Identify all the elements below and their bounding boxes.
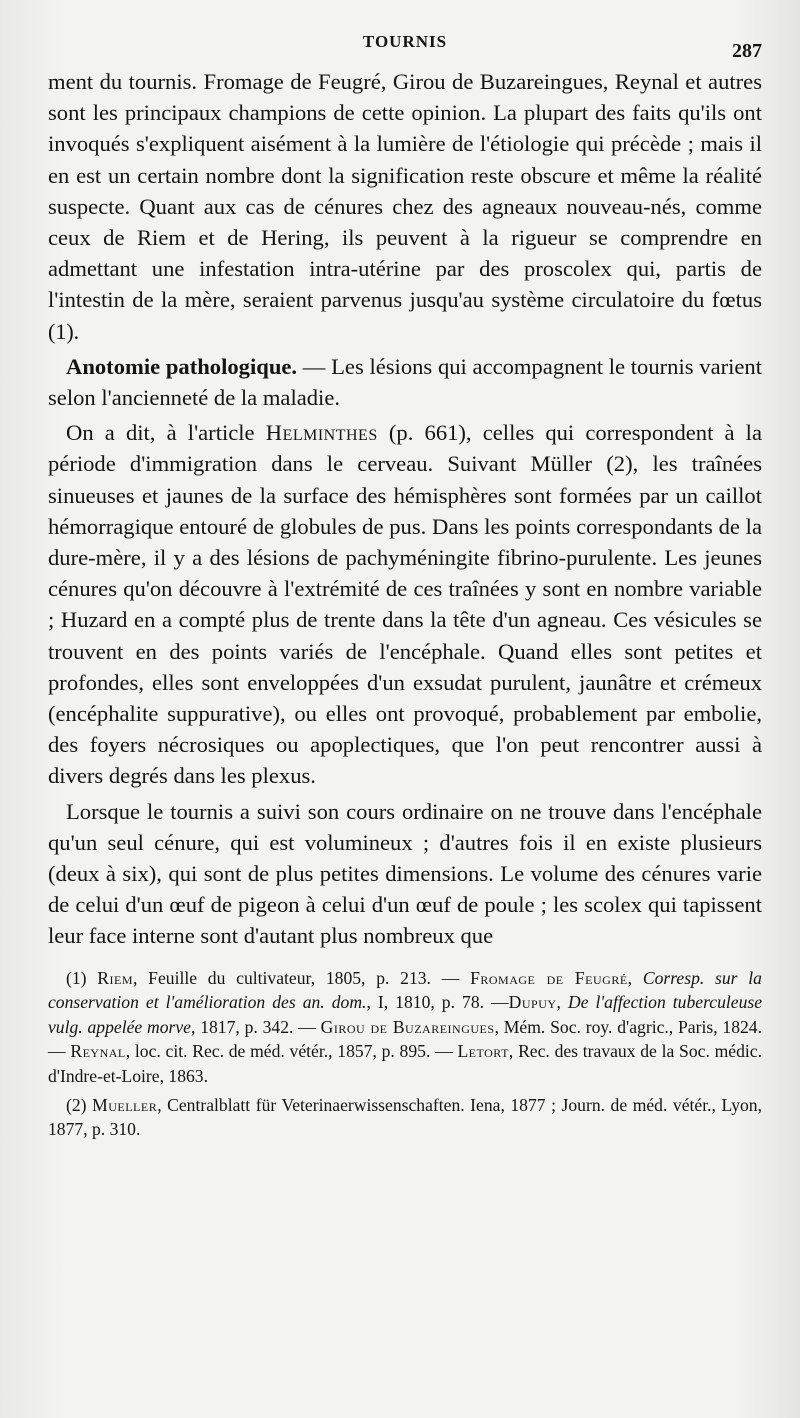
author-name: Reynal: [70, 1041, 126, 1062]
paragraph-anatomie: [48, 351, 762, 413]
footnote-text: , Rec. des travaux de la Soc. médic. d'Indre-et-Loire, 1863.: [48, 1041, 762, 1087]
body-text: [48, 66, 762, 952]
footnote-mark: (2): [66, 1094, 93, 1115]
paragraph-text: — Les lésions qui accompagnent le tournis varient selon l'ancienneté de la maladie.: [48, 353, 762, 411]
author-name: Girou de Buzareingues: [320, 1016, 495, 1037]
running-head: TOURNIS: [362, 32, 448, 51]
author-name: Riem: [97, 967, 134, 988]
author-name: Dupuy: [508, 992, 557, 1013]
footnote-text: , Feuille du cultivateur, 1805, p. 213. —: [133, 967, 471, 988]
footnote-ref-1: (1).: [48, 318, 80, 344]
page-number: 287: [732, 40, 762, 62]
footnote-text: , loc. cit. Rec. de méd. vétér., 1857, p. 895. —: [125, 1041, 458, 1062]
paragraph-lesions: [48, 417, 762, 791]
paragraph-text: ment du tournis. Fromage de Feugré, Girou de Buzareingues, Reynal et autres sont les principaux champions de cette opinion. La plupart des faits qu'ils ont invoqués s'expliquent aisément à la lumière de l'étiologie qui précède ; mais il en est un certain nombre dont la signification reste obscure et même la réalité suspecte. Quant aux cas de cénures chez des agneaux nouveau-nés, comme ceux de Riem et de Hering, ils peuvent à la rigueur se comprendre en admettant une infestation intra-utérine par des proscolex qui, partis de l'intestin de la mère, seraient parvenus jusqu'au système circulatoire du fœtus: [48, 69, 762, 313]
footnote-text: , 1817, p. 342. —: [191, 1016, 321, 1037]
footnote-text: ,: [627, 967, 643, 988]
footnotes: [48, 966, 762, 1142]
paragraph-continuation: [48, 66, 762, 347]
footnote-text: , I, 1810, p. 78. —: [366, 992, 509, 1013]
author-name: Mueller: [92, 1094, 158, 1115]
author-name: Letort: [457, 1041, 509, 1062]
page-header: [48, 32, 762, 66]
footnote-text: , Centralblatt für Veterinaerwissenschaften. Iena, 1877 ; Journ. de méd. vétér., Lyon, 1877, p. 310.: [48, 1094, 763, 1140]
footnote-1: [48, 966, 762, 1089]
paragraph-text: Lorsque le tournis a suivi son cours ordinaire on ne trouve dans l'encéphale qu'un seul cénure, qui est volumineux ; d'autres fois il en existe plusieurs (deux à six), qui sont de plus petites dimensions. Le volume des cénures varie de celui d'un œuf de pigeon à celui d'un œuf de poule ; les scolex qui tapissent leur face interne sont d'autant plus nombreux que: [48, 798, 762, 949]
paragraph-text: (p. 661), celles qui correspondent à la période d'immigration dans le cerveau. Suivant Müller (2), les traînées sinueuses et jaunes de la surface des hémisphères sont formées par un caillot hémorragique entouré de globules de pus. Dans les points correspondants de la dure-mère, il y a des lésions de pachyméningite fibrino-purulente. Les jeunes cénures qu'on découvre à l'extrémité de ces traînées y sont en nombre variable ; Huzard en a compté plus de trente dans la tête d'un agneau. Ces vésicules se trouvent en des points variés de l'encéphale. Quand elles sont petites et profondes, elles sont enveloppées d'un exsudat purulent, jaunâtre et crémeux (encéphalite suppurative), ou elles ont provoqué, probablement par embolie, des foyers nécrosiques ou apoplectiques, que l'on peut rencontrer aussi à divers degrés dans les plexus.: [48, 420, 762, 789]
cross-reference-helminthes: Helminthes: [265, 420, 378, 446]
paragraph-cenures: [48, 796, 762, 952]
footnote-text: , Mém. Soc. roy. d'agric., Paris, 1824. —: [48, 1016, 762, 1062]
footnote-text: ,: [556, 992, 568, 1013]
author-name: Fromage de Feugré: [470, 967, 628, 988]
footnote-2: [48, 1093, 762, 1142]
section-heading: Anotomie pathologique.: [66, 353, 298, 379]
work-title: Corresp. sur la conservation et l'amélioration des an. dom.: [48, 967, 762, 1013]
footnote-mark: (1): [66, 967, 98, 988]
paragraph-text: On a dit, à l'article: [66, 420, 266, 446]
work-title: De l'affection tuberculeuse vulg. appelée morve: [48, 992, 763, 1037]
